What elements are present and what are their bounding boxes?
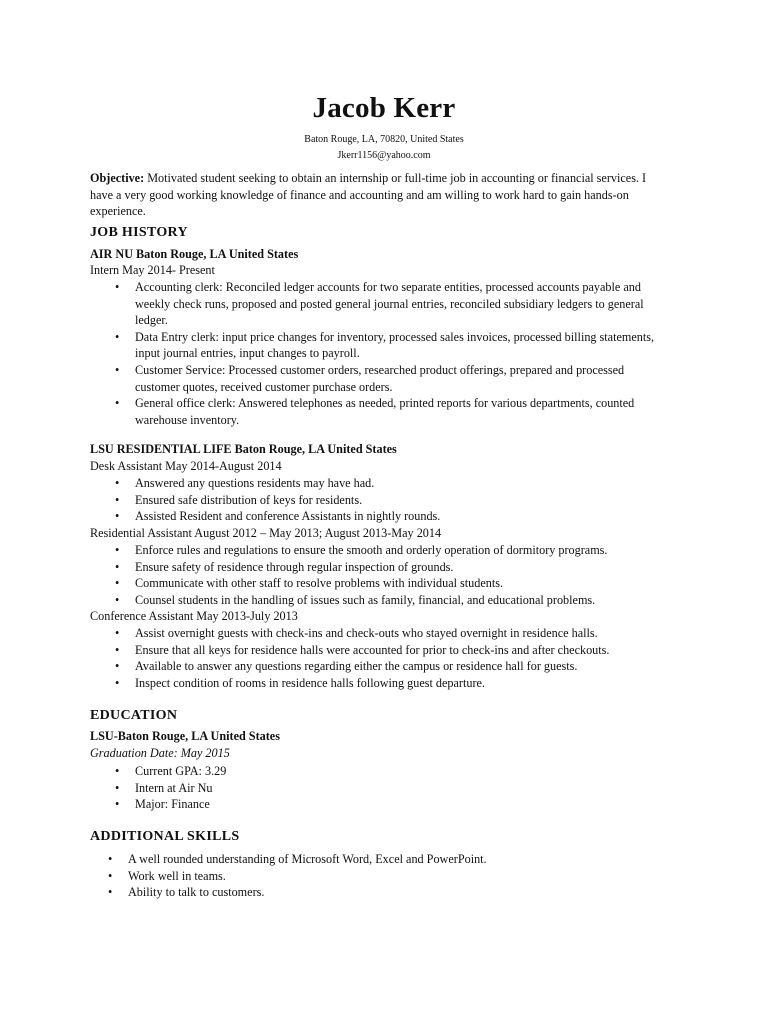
role-desk-assistant: Desk Assistant May 2014-August 2014 <box>90 459 282 473</box>
education-heading: EDUCATION <box>90 708 178 723</box>
list-item: • Data Entry clerk: input price changes for inventory, processed sales invoices, processed billing statements, input journal entries, input changes to payroll. <box>135 329 655 362</box>
skills-heading: ADDITIONAL SKILLS <box>90 829 240 844</box>
employer-lsu-residential-life: LSU RESIDENTIAL LIFE Baton Rouge, LA United States <box>90 442 397 456</box>
list-item: • A well rounded understanding of Microsoft Word, Excel and PowerPoint. <box>128 851 648 868</box>
list-item: • Customer Service: Processed customer orders, researched product offerings, prepared and processed customer quotes, received customer purchase orders. <box>135 362 655 395</box>
education-details-list <box>135 763 655 813</box>
list-item: • Answered any questions residents may have had. <box>135 475 655 492</box>
objective-label: Objective: <box>90 171 145 185</box>
school-name: LSU-Baton Rouge, LA United States <box>90 729 280 743</box>
ra-duties-list <box>135 542 655 608</box>
list-item: • Assist overnight guests with check-ins and check-outs who stayed overnight in residence halls. <box>135 625 655 642</box>
role-conference-assistant: Conference Assistant May 2013-July 2013 <box>90 609 298 623</box>
graduation-date: Graduation Date: May 2015 <box>90 746 230 760</box>
desk-duties-list <box>135 475 655 525</box>
list-item: • General office clerk: Answered telephones as needed, printed reports for various departments, counted warehouse inventory. <box>135 395 655 428</box>
air-nu-duties-list <box>135 279 655 428</box>
skills-list <box>128 851 648 901</box>
employer-air-nu: AIR NU Baton Rouge, LA United States <box>90 247 299 261</box>
list-item: • Assisted Resident and conference Assistants in nightly rounds. <box>135 508 655 525</box>
list-item: • Ensure that all keys for residence halls were accounted for prior to check-ins and after checkouts. <box>135 642 655 659</box>
job-history-heading: JOB HISTORY <box>90 225 188 240</box>
list-item: • Enforce rules and regulations to ensure the smooth and orderly operation of dormitory programs. <box>135 542 655 559</box>
address: Baton Rouge, LA, 70820, United States <box>304 134 464 145</box>
list-item: • Inspect condition of rooms in residence halls following guest departure. <box>135 675 655 692</box>
list-item: • Ensured safe distribution of keys for residents. <box>135 492 655 509</box>
list-item: • Available to answer any questions regarding either the campus or residence hall for guests. <box>135 658 655 675</box>
list-item: • Ability to talk to customers. <box>128 884 648 901</box>
role-residential-assistant: Residential Assistant August 2012 – May 2013; August 2013-May 2014 <box>90 526 442 540</box>
list-item: • Communicate with other staff to resolve problems with individual students. <box>135 575 655 592</box>
objective-paragraph <box>90 170 670 220</box>
list-item: • Work well in teams. <box>128 868 648 885</box>
list-item: • Counsel students in the handling of issues such as family, financial, and educational problems. <box>135 592 655 609</box>
objective-text: Motivated student seeking to obtain an internship or full-time job in accounting or financial services. I have a very good working knowledge of finance and accounting and am willing to work hard to gain hands-on experience. <box>90 171 647 219</box>
list-item: • Current GPA: 3.29 <box>135 763 655 780</box>
list-item: • Accounting clerk: Reconciled ledger accounts for two separate entities, processed accounts payable and weekly check runs, proposed and posted general journal entries, reconciled subsidiary ledgers to general ledger. <box>135 279 655 329</box>
list-item: • Ensure safety of residence through regular inspection of grounds. <box>135 559 655 576</box>
candidate-name: Jacob Kerr <box>312 92 456 124</box>
role-intern: Intern May 2014- Present <box>90 263 215 277</box>
list-item: • Major: Finance <box>135 796 655 813</box>
conference-duties-list <box>135 625 655 691</box>
list-item: • Intern at Air Nu <box>135 780 655 797</box>
email: Jkerr1156@yahoo.com <box>337 150 431 161</box>
